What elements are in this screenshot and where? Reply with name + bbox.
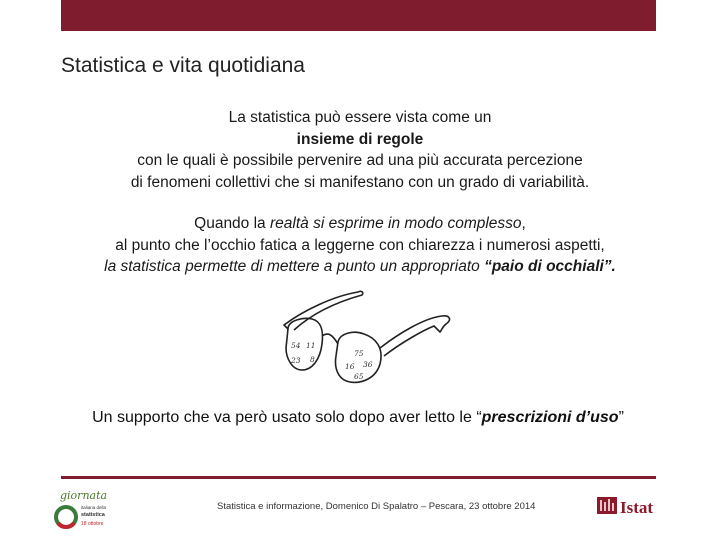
para1-line4: di fenomeni collettivi che si manifestano con un grado di variabilità. xyxy=(130,173,590,191)
para1-line1: La statistica può essere vista come un xyxy=(228,109,492,126)
footer-text: Statistica e informazione, Domenico Di Spalatro – Pescara, 23 ottobre 2014 xyxy=(217,501,536,512)
para2-line1-a: Quando la xyxy=(194,215,270,232)
closing-statement xyxy=(0,409,716,427)
istat-logo-word: Istat xyxy=(620,498,654,517)
left-lens-number-2: 11 xyxy=(306,341,316,350)
para2-line3 xyxy=(0,256,720,278)
para3-a: Un supporto che va però usato solo dopo aver letto le “ xyxy=(92,409,482,426)
top-band xyxy=(61,0,656,31)
logo-left-sub1: italiana della xyxy=(81,505,107,510)
para3-b: ” xyxy=(618,409,624,426)
para2-line1 xyxy=(0,213,720,235)
istat-logo-block xyxy=(597,497,617,514)
right-lens-number-3: 36 xyxy=(363,360,373,369)
footer-line xyxy=(61,476,656,479)
right-lens-number-1: 75 xyxy=(354,349,364,358)
para2-line3-italic: la statistica permette di mettere a punto un appropriato xyxy=(104,258,485,275)
left-lens-number-4: 8 xyxy=(310,355,315,364)
istat-logo xyxy=(597,494,659,518)
definition-paragraph xyxy=(0,107,720,193)
right-lens-number-4: 65 xyxy=(354,372,364,381)
left-lens-number-3: 23 xyxy=(291,356,301,365)
left-temple xyxy=(284,291,363,330)
para2-line3-bold: “paio di occhiali”. xyxy=(484,258,616,275)
right-lens-number-2: 16 xyxy=(345,362,355,371)
para1-line3: con le quali è possibile pervenire ad una più accurata percezione xyxy=(137,152,583,169)
para1-line2: insieme di regole xyxy=(296,130,424,148)
right-temple xyxy=(380,316,449,356)
bridge xyxy=(322,334,338,344)
para3-italic: prescrizioni d’uso xyxy=(481,409,619,426)
logo-left-date: 18 ottobre xyxy=(81,521,104,527)
glasses-illustration xyxy=(274,286,464,392)
glasses-paragraph xyxy=(0,213,720,278)
logo-left-word: giornata xyxy=(60,489,108,502)
slide-title: Statistica e vita quotidiana xyxy=(61,54,305,77)
left-lens-number-1: 54 xyxy=(291,341,301,350)
para2-line2: al punto che l’occhio fatica a leggerne con chiarezza i numerosi aspetti, xyxy=(115,236,605,254)
para2-line1-b: , xyxy=(521,215,526,232)
para2-line1-italic: realtà si esprime in modo complesso xyxy=(269,215,522,232)
logo-left-sub2: statistica xyxy=(81,512,105,518)
giornata-statistica-logo xyxy=(50,487,122,533)
